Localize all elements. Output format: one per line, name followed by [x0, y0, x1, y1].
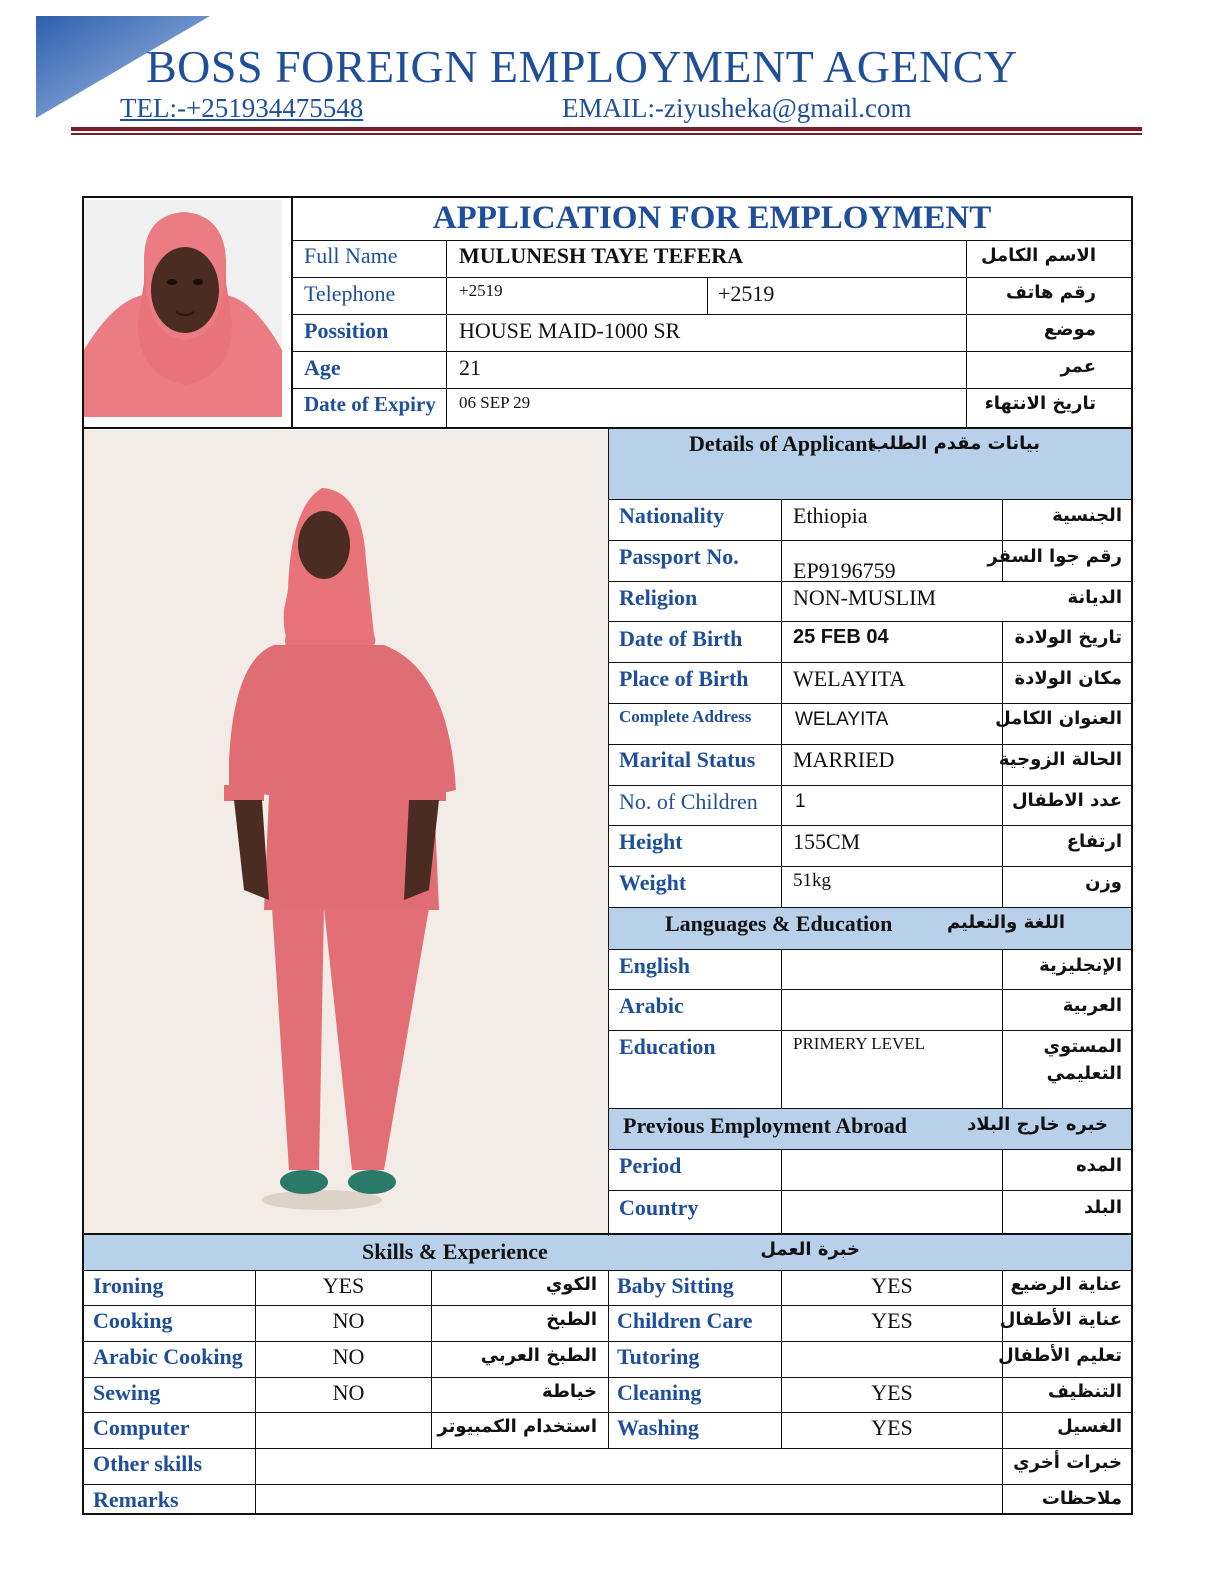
passport-label: Passport No.: [619, 544, 739, 569]
skill-children-care-value[interactable]: YES: [871, 1308, 913, 1333]
telephone-ar: رقم هاتف: [1006, 282, 1096, 303]
position-ar: موضع: [1043, 319, 1096, 340]
period-label: Period: [619, 1153, 682, 1178]
religion-value[interactable]: NON-MUSLIM: [793, 585, 936, 610]
address-value[interactable]: WELAYITA: [795, 709, 889, 730]
skills-heading: Skills & Experience: [362, 1239, 548, 1264]
skill-cooking-value[interactable]: NO: [332, 1308, 365, 1333]
dob-label: Date of Birth: [619, 626, 743, 651]
skill-washing-value[interactable]: YES: [871, 1415, 913, 1440]
remarks-ar: ملاحظات: [1041, 1488, 1122, 1509]
dob-ar: تاريخ الولادة: [1014, 627, 1122, 648]
arabic-label: Arabic: [619, 993, 684, 1018]
agency-name: BOSS FOREIGN EMPLOYMENT AGENCY: [146, 41, 1018, 92]
full-name-value[interactable]: MULUNESH TAYE TEFERA: [459, 243, 744, 268]
country-label: Country: [619, 1195, 699, 1220]
position-label: Possition: [304, 318, 389, 343]
education-ar-2: التعليمي: [1046, 1063, 1122, 1084]
religion-ar: الديانة: [1067, 587, 1122, 608]
english-ar: الإنجليزية: [1039, 955, 1122, 976]
skill-cooking-label: Cooking: [93, 1308, 173, 1333]
skill-computer-label: Computer: [93, 1415, 190, 1440]
marital-label: Marital Status: [619, 747, 756, 772]
marital-ar: الحالة الزوجية: [998, 749, 1122, 770]
skills-heading-ar: خبرة العمل: [760, 1239, 860, 1260]
religion-label: Religion: [619, 585, 698, 610]
address-ar: العنوان الكامل: [995, 708, 1122, 729]
full-name-label: Full Name: [304, 243, 398, 268]
skill-cooking-ar: الطبخ: [546, 1309, 597, 1330]
children-ar: عدد الاطفال: [1011, 790, 1122, 811]
nationality-ar: الجنسية: [1052, 505, 1122, 526]
pob-value[interactable]: WELAYITA: [793, 666, 906, 691]
children-label: No. of Children: [619, 789, 758, 814]
age-label: Age: [304, 355, 341, 380]
english-label: English: [619, 953, 690, 978]
other-skills-ar: خبرات أخري: [1013, 1452, 1122, 1473]
skills-band: [83, 1235, 1133, 1270]
skill-children-care-ar: عناية الأطفال: [999, 1309, 1122, 1330]
arabic-ar: العربية: [1062, 995, 1122, 1016]
skill-ironing-value[interactable]: YES: [322, 1273, 365, 1298]
agency-telephone[interactable]: TEL:-+251934475548: [120, 93, 364, 123]
weight-ar: وزن: [1085, 872, 1122, 893]
telephone-value-2[interactable]: +2519: [718, 281, 775, 306]
languages-heading: Languages & Education: [665, 911, 893, 936]
header-rule: [71, 127, 1142, 131]
age-ar: عمر: [1060, 356, 1096, 377]
skill-washing-ar: الغسيل: [1057, 1416, 1122, 1437]
skill-tutoring-label: Tutoring: [617, 1344, 700, 1369]
skill-ironing-ar: الكوي: [545, 1274, 597, 1295]
skill-arabic-cooking-ar: الطبخ العربي: [480, 1345, 597, 1366]
remarks-label: Remarks: [93, 1487, 179, 1512]
skill-arabic-cooking-label: Arabic Cooking: [93, 1344, 243, 1369]
skill-cleaning-value[interactable]: YES: [871, 1380, 913, 1405]
address-label: Complete Address: [619, 707, 752, 726]
agency-email[interactable]: EMAIL:-ziyusheka@gmail.com: [562, 93, 912, 123]
skill-washing-label: Washing: [617, 1415, 699, 1440]
children-value[interactable]: 1: [795, 791, 806, 812]
nationality-label: Nationality: [619, 503, 725, 528]
header-rule-thin: [71, 133, 1142, 135]
details-heading: Details of Applicant: [689, 431, 875, 456]
previous-heading: Previous Employment Abroad: [623, 1113, 907, 1138]
expiry-value[interactable]: 06 SEP 29: [459, 393, 531, 412]
skill-cleaning-label: Cleaning: [617, 1380, 702, 1405]
other-skills-label: Other skills: [93, 1451, 203, 1476]
pob-ar: مكان الولادة: [1014, 668, 1122, 689]
skill-baby-sitting-label: Baby Sitting: [617, 1273, 734, 1298]
applicant-photo-small: [84, 200, 282, 417]
nationality-value[interactable]: Ethiopia: [793, 503, 868, 528]
education-ar: المستوي: [1043, 1036, 1122, 1057]
skill-cleaning-ar: التنظيف: [1048, 1381, 1122, 1402]
skill-baby-sitting-value[interactable]: YES: [871, 1273, 913, 1298]
weight-label: Weight: [619, 870, 687, 895]
skill-sewing-value[interactable]: NO: [332, 1380, 365, 1405]
education-value[interactable]: PRIMERY LEVEL: [793, 1034, 926, 1053]
expiry-label: Date of Expiry: [304, 392, 436, 416]
telephone-value-1[interactable]: +2519: [459, 281, 503, 300]
skill-ironing-label: Ironing: [93, 1273, 164, 1298]
passport-ar: رقم جوا السفر: [987, 546, 1122, 567]
age-value[interactable]: 21: [459, 355, 481, 380]
height-value[interactable]: 155CM: [793, 829, 861, 854]
skill-arabic-cooking-value[interactable]: NO: [332, 1344, 365, 1369]
details-heading-ar: بيانات مقدم الطلب: [870, 433, 1040, 454]
skill-sewing-ar: خياطة: [542, 1381, 597, 1402]
passport-value[interactable]: EP9196759: [793, 558, 896, 583]
position-value[interactable]: HOUSE MAID-1000 SR: [459, 318, 681, 343]
weight-value[interactable]: 51kg: [793, 870, 831, 891]
languages-heading-ar: اللغة والتعليم: [946, 912, 1065, 933]
period-ar: المده: [1075, 1155, 1122, 1176]
form-title: APPLICATION FOR EMPLOYMENT: [432, 200, 992, 236]
telephone-label: Telephone: [304, 281, 396, 306]
skill-sewing-label: Sewing: [93, 1380, 161, 1405]
skill-tutoring-ar: تعليم الأطفال: [998, 1345, 1122, 1366]
education-label: Education: [619, 1034, 716, 1059]
skill-children-care-label: Children Care: [617, 1308, 753, 1333]
expiry-ar: تاريخ الانتهاء: [984, 393, 1096, 414]
height-ar: ارتفاع: [1066, 831, 1122, 852]
height-label: Height: [619, 829, 683, 854]
pob-label: Place of Birth: [619, 666, 749, 691]
previous-heading-ar: خبره خارج البلاد: [967, 1114, 1108, 1135]
full-name-ar: الاسم الكامل: [980, 245, 1096, 266]
dob-value[interactable]: 25 FEB 04: [793, 626, 889, 648]
skill-computer-ar: استخدام الكمبيوتر: [437, 1416, 597, 1437]
skill-baby-sitting-ar: عناية الرضيع: [1010, 1274, 1122, 1295]
marital-value[interactable]: MARRIED: [793, 747, 895, 772]
applicant-photo-full: [84, 430, 608, 1233]
country-ar: البلد: [1083, 1197, 1122, 1218]
